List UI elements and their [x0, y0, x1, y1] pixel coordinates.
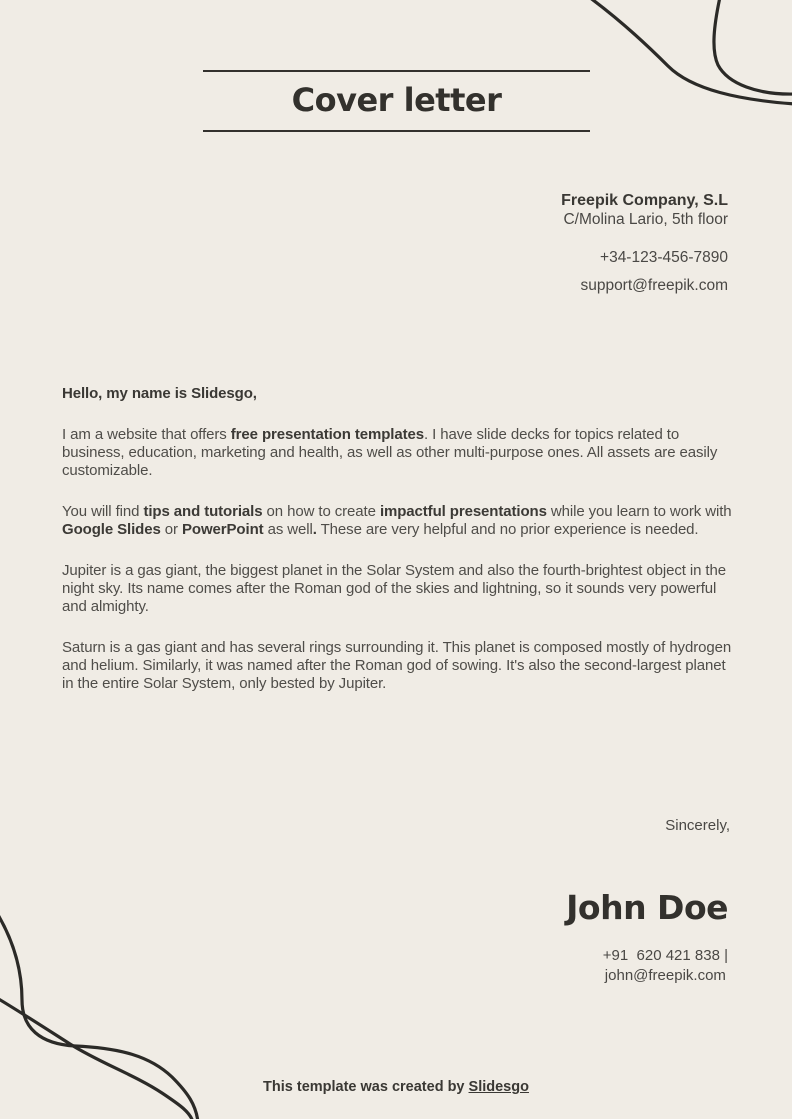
- signature-name: John Doe: [566, 888, 728, 927]
- page-title: Cover letter: [291, 81, 502, 119]
- top-right-curve-outer-icon: [589, 0, 792, 104]
- sender-address: C/Molina Lario, 5th floor: [563, 211, 728, 228]
- bottom-left-curve-inner-icon: [0, 998, 193, 1119]
- signature-email: john@freepik.com: [604, 967, 726, 984]
- letter-body: [62, 385, 734, 716]
- footer: [0, 1078, 792, 1096]
- greeting: Hello, my name is Slidesgo,: [62, 385, 257, 402]
- title-block: [203, 70, 590, 132]
- top-right-curve-inner-icon: [714, 0, 792, 94]
- footer-text: This template was created by: [263, 1079, 469, 1095]
- paragraph-3: Jupiter is a gas giant, the biggest planet in the Solar System and also the fourth-brightest object in the night sky. Its name comes after the Roman god of the skies and lightning, so it sounds very powerful and almighty.: [62, 562, 726, 615]
- paragraph-1: I am a website that offers free presentation templates. I have slide decks for topics related to business, education, marketing and health, as well as other multi-purpose ones. All assets are easily customizable.: [62, 426, 718, 479]
- sender-info: [561, 192, 728, 294]
- sender-email: support@freepik.com: [580, 277, 728, 294]
- signature-phone: +91 620 421 838 |: [602, 947, 728, 964]
- slidesgo-link[interactable]: Slidesgo: [468, 1079, 529, 1095]
- paragraph-2: You will find tips and tutorials on how to create impactful presentations while you learn to work with Google Slides or PowerPoint as well. These are very helpful and no prior experience is needed.: [62, 503, 732, 538]
- closing: Sincerely,: [665, 817, 730, 834]
- paragraph-4: Saturn is a gas giant and has several rings surrounding it. This planet is composed mostly of hydrogen and helium. Similarly, it was named after the Roman god of sowing. It's also the second-largest planet in the entire Solar System, only bested by Jupiter.: [62, 639, 732, 692]
- sender-company: Freepik Company, S.L: [561, 192, 728, 209]
- signature-block: [566, 890, 728, 986]
- signature-contact: [603, 946, 728, 986]
- sender-phone: +34-123-456-7890: [600, 249, 728, 266]
